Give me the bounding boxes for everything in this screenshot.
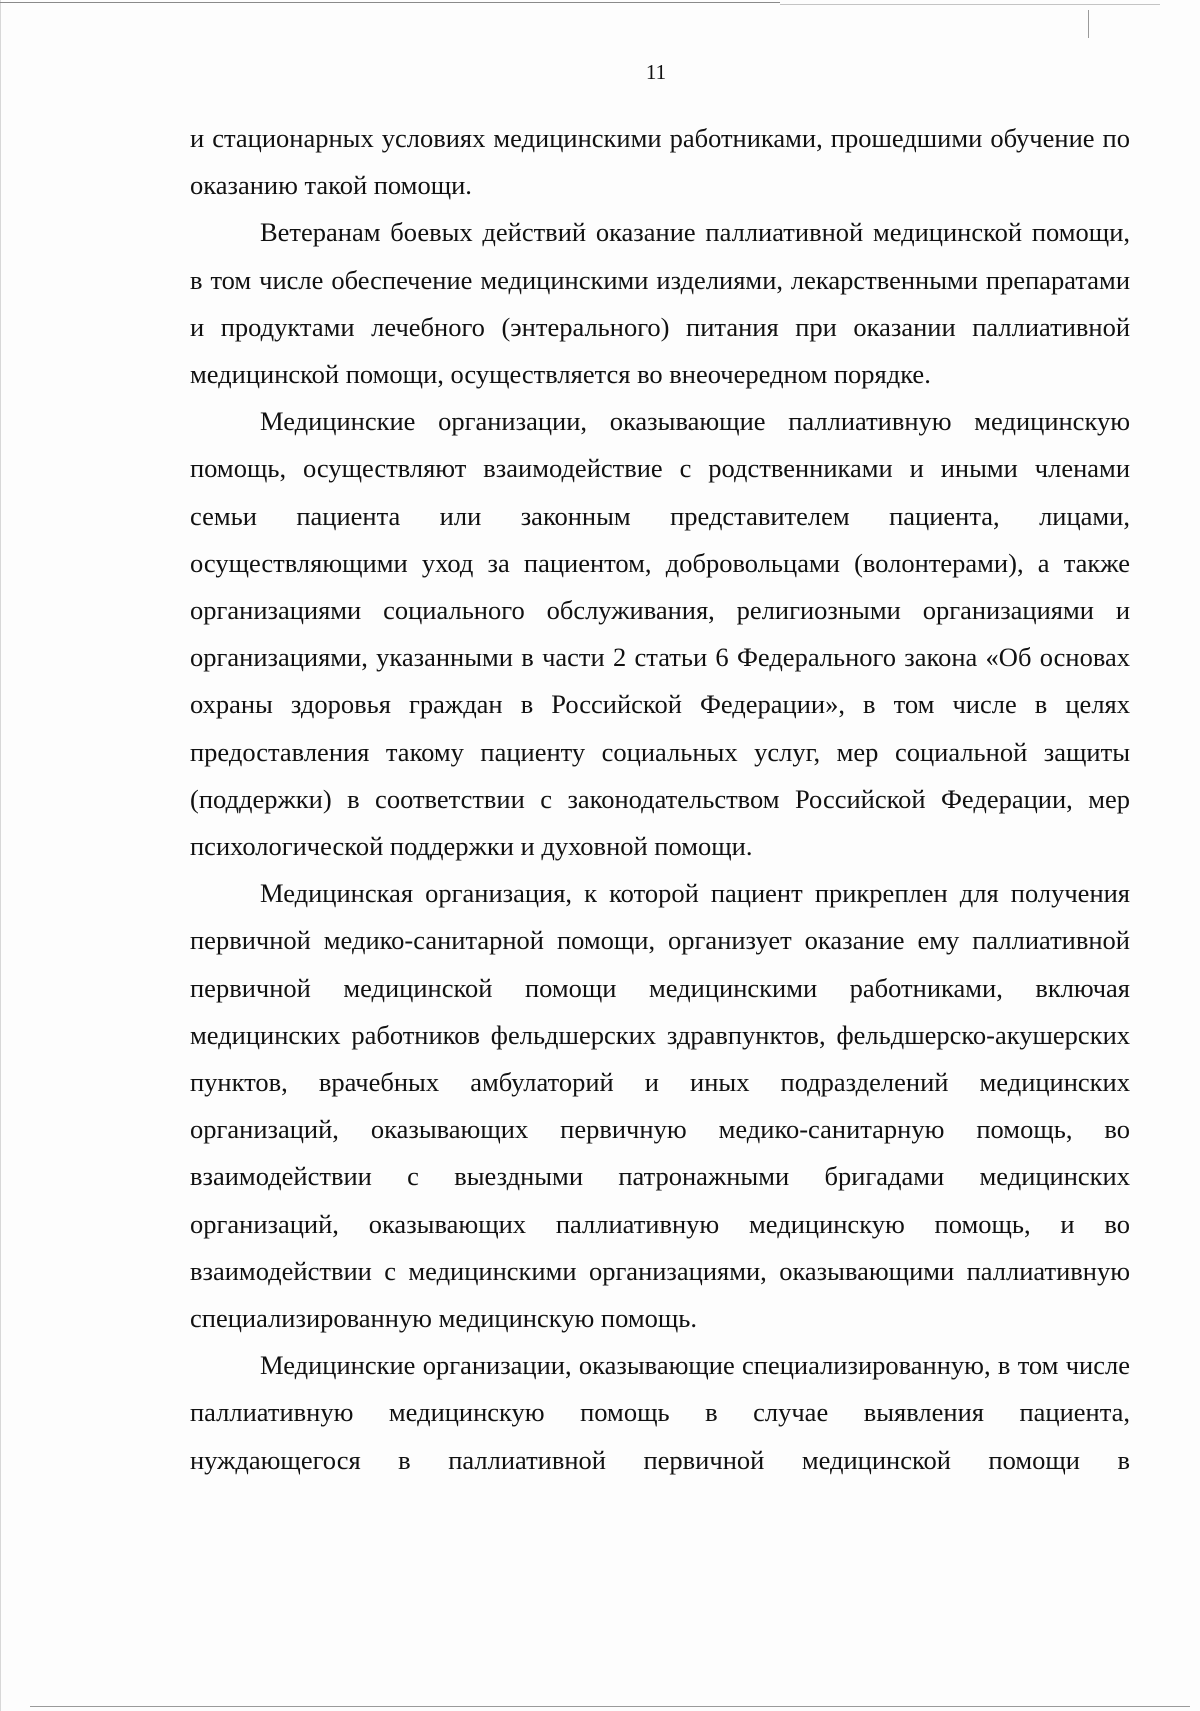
scan-edge-left [0, 0, 1, 1711]
scan-edge-top [0, 2, 780, 3]
paragraph-interaction: Медицинские организации, оказывающие паллиативную медицинскую помощь, осуществляют взаимодействие с родственниками и иными членами семьи пациента или законным представителем пациента, лицами, осуществляющими уход за пациентом, добровольцами (волонтерами), а также организациями социального обслуживания, религиозными организациями и организациями, указанными в части 2 статьи 6 Федерального закона «Об основах охраны здоровья граждан в Российской Федерации», в том числе в целях предоставления такому пациенту социальных услуг, мер социальной защиты (поддержки) в соответствии с законодательством Российской Федерации, мер психологической поддержки и духовной помощи. [190, 406, 1130, 862]
page-number: 11 [645, 60, 667, 84]
scan-edge-top-right [780, 4, 1160, 5]
scan-mark [1088, 10, 1089, 38]
scan-edge-bottom [30, 1706, 1190, 1707]
body-text [190, 115, 1130, 1484]
paragraph-primary-care: Медицинская организация, к которой пациент прикреплен для получения первичной медико-санитарной помощи, организует оказание ему паллиативной первичной медицинской помощи медицинскими работниками, включая медицинских работников фельдшерских здравпунктов, фельдшерско-акушерских пунктов, врачебных амбулаторий и иных подразделений медицинских организаций, оказывающих первичную медико-санитарную помощь, во взаимодействии с выездными патронажными бригадами медицинских организаций, оказывающих паллиативную медицинскую помощь, и во взаимодействии с медицинскими организациями, оказывающими паллиативную специализированную медицинскую помощь. [190, 878, 1130, 1334]
paragraph-continuation: и стационарных условиях медицинскими работниками, прошедшими обучение по оказанию такой помощи. [190, 123, 1130, 201]
paragraph-veterans: Ветеранам боевых действий оказание паллиативной медицинской помощи, в том числе обеспечение медицинскими изделиями, лекарственными препаратами и продуктами лечебного (энтерального) питания при оказании паллиативной медицинской помощи, осуществляется во внеочередном порядке. [190, 217, 1130, 390]
paragraph-specialized: Медицинские организации, оказывающие специализированную, в том числе паллиативную медицинскую помощь в случае выявления пациента, нуждающегося в паллиативной первичной медицинской помощи в [190, 1350, 1130, 1475]
